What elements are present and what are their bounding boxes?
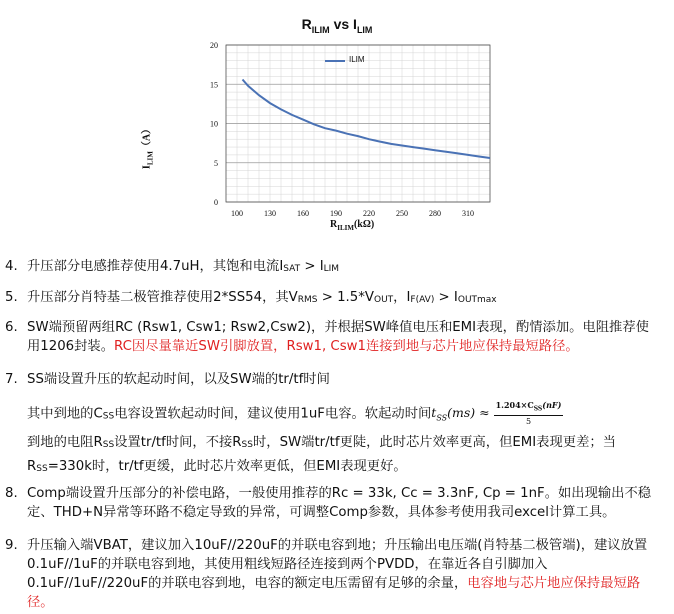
x-tick-label: 310 — [462, 209, 474, 218]
formula-fraction: $\frac{1.204\times C_{SS}(nF)}{5}$ — [495, 400, 562, 426]
red-note: RC因尽量靠近SW引脚放置，Rsw1, Csw1连接到地与芯片地应保持最短路径。 — [114, 339, 579, 354]
ss-resistor-paragraph: 到地的电阻RSS设置tr/tf时间，不接RSS时，SW端tr/tf更陡，此时芯片效率更高，但EMI表现更差；当 RSS=330k时，tr/tf更缓，此时芯片效率更低，但EMI表现更好。 — [27, 435, 616, 474]
item-body — [27, 318, 670, 356]
item-line: 0.1uF//1uF的并联电容到地，其使用粗线短路径连接到两个PVDD，在靠近各自引脚加入 — [27, 557, 548, 572]
y-tick-label: 5 — [214, 158, 218, 168]
item-number: 4. — [5, 259, 18, 274]
item-number: 5. — [5, 290, 18, 305]
item-number: 8. — [5, 486, 18, 501]
softstart-formula: $t_{SS}(ms)$ ≈ — [431, 405, 494, 423]
item-body: 升压部分肖特基二极管推荐使用2*SS54，其VRMS > 1.5*VOUT，IF(AV) > IOUTmax — [27, 290, 497, 305]
red-note: 电容地与芯片地应保持最短路 — [467, 576, 641, 591]
x-tick-label: 130 — [264, 209, 276, 218]
chart-plot — [0, 0, 674, 250]
chart-xlabel: $R_{ILIM}(k\Omega)$ — [330, 219, 375, 232]
chart-ylabel: $I_{LIM}(A)$ — [141, 123, 155, 170]
item-line: 升压输入端VBAT，建议加入10uF//220uF的并联电容到地；升压输出电压端(肖特基二极管端)，建议放置 — [27, 538, 648, 553]
list-item — [5, 484, 670, 522]
item-line: 0.1uF//1uF//220uF的并联电容到地，电容的额定电压需留有足够的余量，电容地与芯片地应保持最短路 — [27, 576, 641, 591]
list-item — [5, 288, 670, 310]
item-body — [27, 484, 670, 522]
x-tick-label: 220 — [363, 209, 375, 218]
item-number: 6. — [5, 320, 18, 335]
ss-capacitor-paragraph: 其中到地的CSS电容设置软起动时间，建议使用1uF电容。软起动时间$t_{SS}(ms)$ ≈ $\frac{1.204\times C_{SS}(nF)}{5}$ — [27, 400, 562, 426]
item-number: 9. — [5, 538, 18, 553]
x-tick-label: 160 — [297, 209, 309, 218]
y-tick-label: 20 — [210, 41, 218, 50]
item-body: 升压部分电感推荐使用4.7uH，其饱和电流ISAT > ILIM — [27, 259, 340, 274]
y-tick-label: 10 — [210, 119, 218, 129]
red-note: 径。 — [27, 595, 54, 610]
list-item — [5, 257, 670, 279]
item-line: Comp端设置升压部分的补偿电路，一般使用推荐的Rc = 33k, Cc = 3.3nF, Cp = 1nF。如出现输出不稳 — [27, 486, 652, 501]
list-item — [5, 318, 670, 356]
series-line-ilim — [243, 80, 491, 159]
item-line: 用1206封装。RC因尽量靠近SW引脚放置，Rsw1, Csw1连接到地与芯片地应保持最短路径。 — [27, 339, 579, 354]
item-line: SW端预留两组RC (Rsw1, Csw1; Rsw2,Csw2)，并根据SW峰值电压和EMI表现，酌情添加。电阻推荐使 — [27, 320, 649, 335]
y-tick-label: 0 — [214, 198, 218, 207]
x-tick-label: 280 — [429, 209, 441, 218]
legend-label: ILIM — [349, 55, 365, 64]
list-item — [5, 370, 670, 389]
item-title: SS端设置升压的软起动时间，以及SW端的tr/tf时间 — [27, 372, 330, 387]
chart-title: $R_{ILIM}$ vs $I_{LIM}$ — [301, 16, 373, 35]
legend-swatch — [325, 60, 345, 62]
list-item — [5, 536, 670, 612]
x-tick-label: 190 — [330, 209, 342, 218]
item-number: 7. — [5, 372, 18, 387]
chart-legend — [325, 55, 385, 67]
item-line: 定、THD+N异常等环路不稳定导致的异常，可调整Comp参数，具体参考使用我司excel计算工具。 — [27, 505, 616, 520]
chart-figure — [0, 0, 674, 250]
x-tick-label: 100 — [231, 209, 243, 218]
y-tick-label: 15 — [210, 80, 218, 90]
x-tick-label: 250 — [396, 209, 408, 218]
item-body — [27, 536, 670, 612]
